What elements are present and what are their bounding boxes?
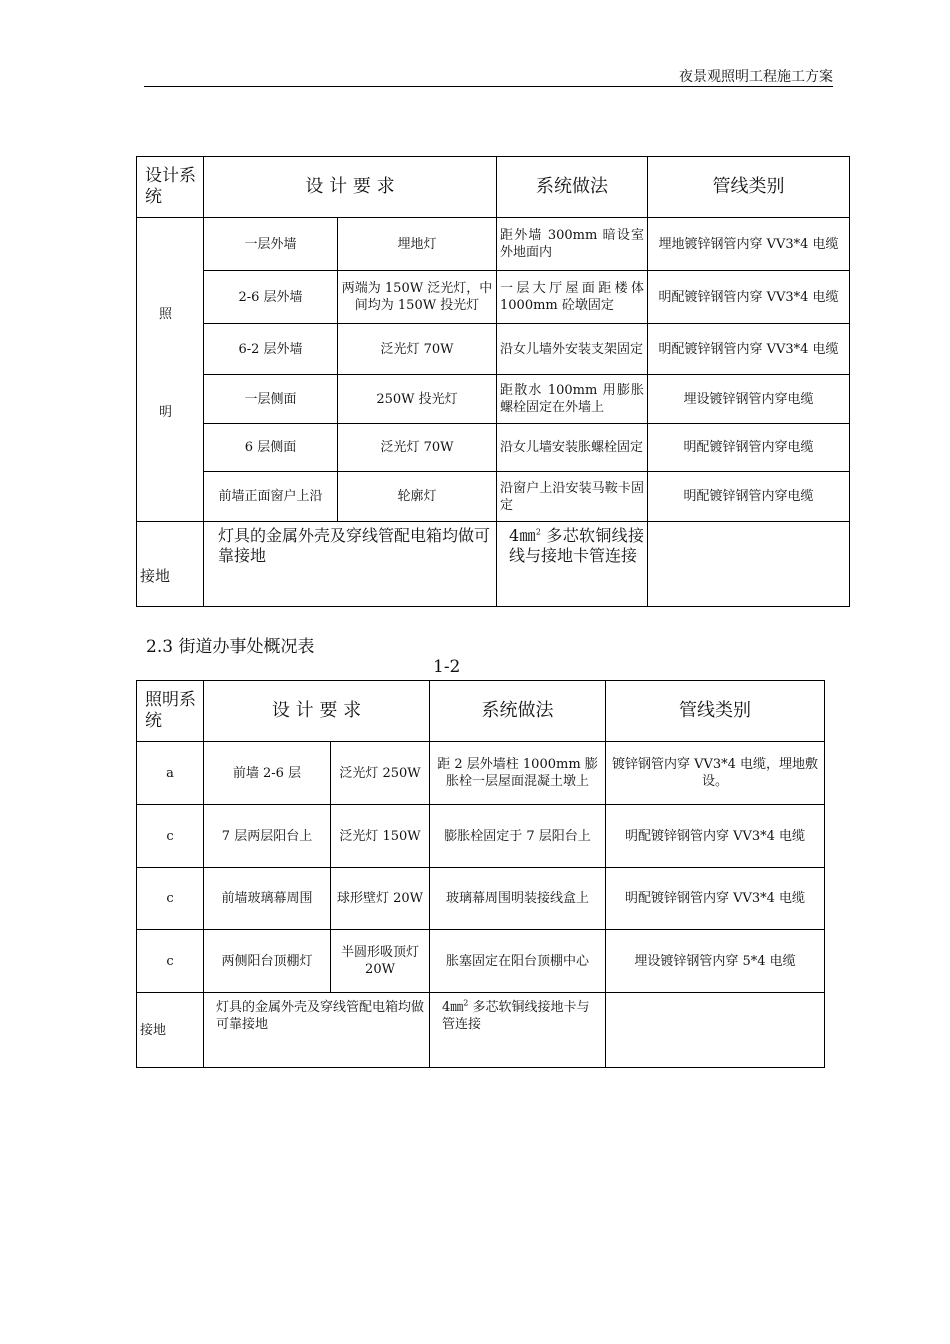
table-row xyxy=(137,271,850,324)
row-method: 胀塞固定在阳台顶棚中心 xyxy=(430,930,606,993)
row-system: a xyxy=(137,742,204,805)
table-row xyxy=(137,324,850,375)
grounding-label: 接地 xyxy=(137,993,204,1068)
row-location: 2-6 层外墙 xyxy=(204,271,338,324)
row-pipe: 明配镀锌钢管内穿电缆 xyxy=(648,472,850,522)
row-location: 一层侧面 xyxy=(204,375,338,424)
header-pipe: 管线类别 xyxy=(648,157,850,218)
row-location: 6 层侧面 xyxy=(204,424,338,472)
row-method: 玻璃幕周围明装接线盒上 xyxy=(430,868,606,930)
table-row xyxy=(137,375,850,424)
grounding-row xyxy=(137,522,850,607)
row-pipe: 明配镀锌钢管内穿 VV3*4 电缆 xyxy=(648,271,850,324)
lighting-label-bottom: 明 xyxy=(159,405,173,420)
row-fixture: 250W 投光灯 xyxy=(338,375,497,424)
row-pipe: 埋设镀锌钢管内穿电缆 xyxy=(648,375,850,424)
row-method: 膨胀栓固定于 7 层阳台上 xyxy=(430,805,606,868)
row-location: 前墙正面窗户上沿 xyxy=(204,472,338,522)
row-fixture: 泛光灯 70W xyxy=(338,324,497,375)
row-pipe: 明配镀锌钢管内穿 VV3*4 电缆 xyxy=(606,868,825,930)
row-fixture: 泛光灯 70W xyxy=(338,424,497,472)
row-system: c xyxy=(137,930,204,993)
row-method: 距散水 100mm 用膨胀螺栓固定在外墙上 xyxy=(497,375,648,424)
grounding-row xyxy=(137,993,825,1068)
row-fixture: 两端为 150W 泛光灯，中间均为 150W 投光灯 xyxy=(338,271,497,324)
row-location: 两侧阳台顶棚灯 xyxy=(204,930,331,993)
grounding-requirement: 灯具的金属外壳及穿线管配电箱均做可靠接地 xyxy=(204,993,430,1068)
office-lighting-table xyxy=(136,680,825,1068)
row-pipe: 明配镀锌钢管内穿 VV3*4 电缆 xyxy=(648,324,850,375)
table-number: 1-2 xyxy=(433,657,461,677)
table-row xyxy=(137,930,825,993)
row-pipe: 明配镀锌钢管内穿电缆 xyxy=(648,424,850,472)
row-method: 一层大厅屋面距楼体 1000mm 砼墩固定 xyxy=(497,271,648,324)
row-location: 前墙 2-6 层 xyxy=(204,742,331,805)
table-header-row xyxy=(137,681,825,742)
grounding-method-sup: 2 xyxy=(463,998,469,1008)
table-row xyxy=(137,472,850,522)
header-requirement: 设 计 要 求 xyxy=(204,681,430,742)
table-row xyxy=(137,424,850,472)
table-row xyxy=(137,805,825,868)
header-system: 照明系统 xyxy=(137,681,204,742)
table-header-row xyxy=(137,157,850,218)
row-method: 沿女儿墙安装胀螺栓固定 xyxy=(497,424,648,472)
grounding-method-prefix: 4㎜ xyxy=(442,1000,464,1015)
grounding-method-suffix: 多芯软铜线接地卡与管连接 xyxy=(442,1000,590,1032)
table-row xyxy=(137,218,850,271)
row-fixture: 球形壁灯 20W xyxy=(331,868,430,930)
row-pipe: 镀锌钢管内穿 VV3*4 电缆，埋地敷设。 xyxy=(606,742,825,805)
row-fixture: 轮廓灯 xyxy=(338,472,497,522)
header-method: 系统做法 xyxy=(430,681,606,742)
row-method: 沿窗户上沿安装马鞍卡固定 xyxy=(497,472,648,522)
row-fixture: 泛光灯 250W xyxy=(331,742,430,805)
grounding-method-prefix: 4㎜ xyxy=(509,526,536,545)
grounding-method xyxy=(430,993,606,1068)
header-method: 系统做法 xyxy=(497,157,648,218)
row-system: c xyxy=(137,805,204,868)
row-fixture: 埋地灯 xyxy=(338,218,497,271)
row-location: 一层外墙 xyxy=(204,218,338,271)
header-divider xyxy=(144,86,833,87)
grounding-method-suffix: 多芯软铜线接线与接地卡管连接 xyxy=(509,526,645,565)
row-location: 6-2 层外墙 xyxy=(204,324,338,375)
header-system: 设计系统 xyxy=(137,157,204,218)
lighting-label-top: 照 xyxy=(159,307,173,322)
row-location: 7 层两层阳台上 xyxy=(204,805,331,868)
grounding-pipe xyxy=(606,993,825,1068)
table-row xyxy=(137,868,825,930)
row-pipe: 埋地镀锌钢管内穿 VV3*4 电缆 xyxy=(648,218,850,271)
row-pipe: 埋设镀锌钢管内穿 5*4 电缆 xyxy=(606,930,825,993)
lighting-design-table xyxy=(136,156,850,607)
table-row xyxy=(137,742,825,805)
grounding-requirement: 灯具的金属外壳及穿线管配电箱均做可靠接地 xyxy=(204,522,497,607)
header-pipe: 管线类别 xyxy=(606,681,825,742)
grounding-label: 接地 xyxy=(137,522,204,607)
row-method: 距外墙 300mm 暗设室外地面内 xyxy=(497,218,648,271)
grounding-pipe xyxy=(648,522,850,607)
row-method: 距 2 层外墙柱 1000mm 膨胀栓一层屋面混凝土墩上 xyxy=(430,742,606,805)
row-fixture: 半圆形吸顶灯 20W xyxy=(331,930,430,993)
header-requirement: 设 计 要 求 xyxy=(204,157,497,218)
grounding-method-sup: 2 xyxy=(535,527,541,537)
page-header-title: 夜景观照明工程施工方案 xyxy=(679,69,833,85)
section-title: 2.3 街道办事处概况表 xyxy=(146,637,315,657)
lighting-system-cell xyxy=(137,218,204,522)
row-fixture: 泛光灯 150W xyxy=(331,805,430,868)
row-method: 沿女儿墙外安装支架固定 xyxy=(497,324,648,375)
row-location: 前墙玻璃幕周围 xyxy=(204,868,331,930)
row-system: c xyxy=(137,868,204,930)
grounding-method xyxy=(497,522,648,607)
row-pipe: 明配镀锌钢管内穿 VV3*4 电缆 xyxy=(606,805,825,868)
